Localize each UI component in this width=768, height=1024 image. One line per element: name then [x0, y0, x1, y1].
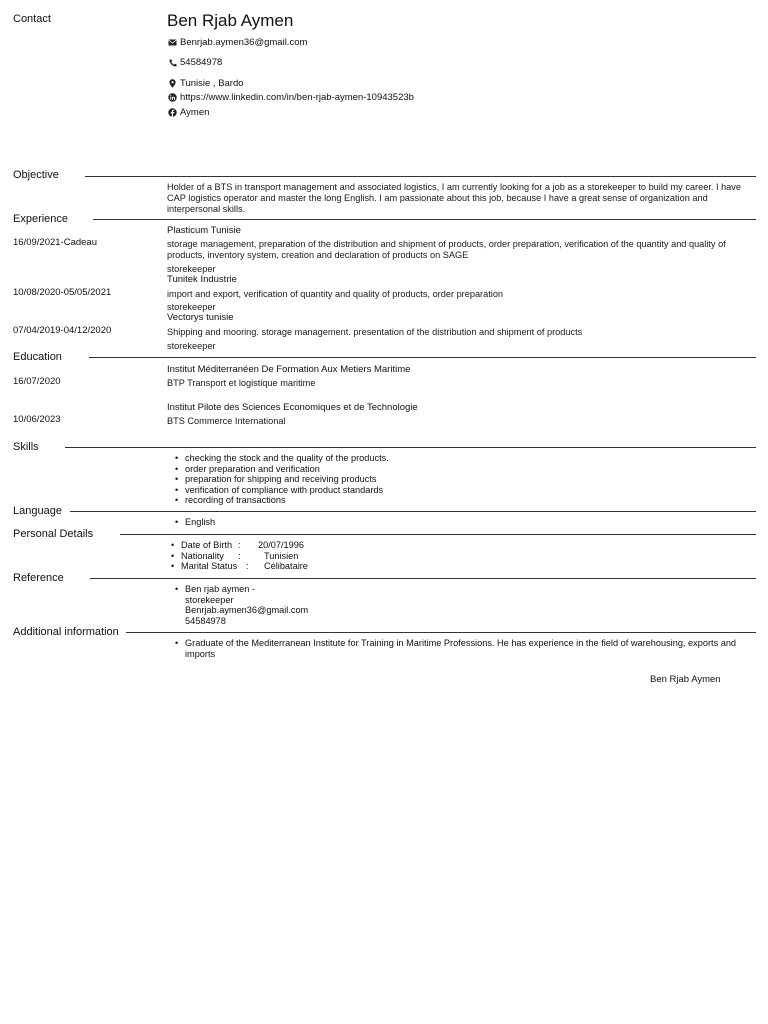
experience-company: Vectorys tunisie	[167, 312, 234, 323]
experience-role: storekeeper	[167, 302, 216, 312]
facebook-text[interactable]: Aymen	[180, 107, 210, 118]
language-item: • English	[173, 517, 215, 528]
email-text[interactable]: Benrjab.aymen36@gmail.com	[180, 37, 308, 48]
skill-item: • checking the stock and the quality of the products.	[173, 453, 389, 464]
skill-item: • order preparation and verification	[173, 464, 389, 475]
reference-item	[173, 584, 308, 626]
experience-description: Shipping and mooring. storage management. presentation of the distribution and shipment of products	[167, 327, 583, 337]
additional-info-item: • Graduate of the Mediterranean Institute for Training in Maritime Professions. He has experience in the field of warehousing, exports and imports	[173, 638, 753, 659]
experience-divider	[93, 219, 756, 220]
location-pin-icon	[168, 79, 177, 88]
experience-role: storekeeper	[167, 341, 216, 351]
personal-details-divider	[120, 534, 756, 535]
experience-date: 16/09/2021-Cadeau	[13, 237, 97, 248]
candidate-name: Ben Rjab Aymen	[167, 11, 294, 30]
experience-company: Tunitek Industrie	[167, 274, 237, 285]
objective-heading: Objective	[13, 169, 59, 181]
personal-detail-item: • Date of Birth : 20/07/1996	[169, 540, 308, 551]
email-line	[168, 37, 307, 48]
mail-icon	[168, 38, 177, 47]
phone-icon	[168, 58, 177, 67]
experience-date: 10/08/2020-05/05/2021	[13, 287, 112, 298]
education-divider	[89, 357, 756, 358]
signature-name: Ben Rjab Aymen	[650, 674, 721, 685]
reference-email[interactable]: Benrjab.aymen36@gmail.com	[185, 605, 309, 616]
experience-date: 07/04/2019-04/12/2020	[13, 325, 112, 336]
experience-description: import and export, verification of quantity and quality of products, order preparation	[167, 289, 504, 299]
facebook-icon	[168, 108, 177, 117]
personal-detail-item: • Nationality : Tunisien	[169, 551, 308, 562]
reference-name: • Ben rjab aymen -	[185, 584, 255, 594]
education-degree: BTP Transport et logistique maritime	[167, 378, 316, 388]
skill-item: • verification of compliance with product standards	[173, 485, 389, 496]
linkedin-link[interactable]: https://www.linkedin.com/in/ben-rjab-aymen-10943523b	[180, 92, 414, 103]
education-school: Institut Pilote des Sciences Economiques et de Technologie	[167, 402, 418, 413]
education-date: 16/07/2020	[13, 376, 61, 387]
linkedin-line	[168, 92, 414, 103]
contact-heading: Contact	[13, 13, 51, 25]
objective-divider	[85, 176, 756, 177]
education-date: 10/06/2023	[13, 414, 61, 425]
education-heading: Education	[13, 351, 62, 363]
reference-divider	[90, 578, 756, 579]
objective-text: Holder of a BTS in transport management and associated logistics, I am currently looking for a job as a storekeeper to build my career. I have CAP logistics operator and master the long English. I am passionate about this job, because I have a great sense of organization and interpersonal skills.	[167, 182, 741, 214]
skill-item: • recording of transactions	[173, 495, 389, 506]
experience-company: Plasticum Tunisie	[167, 225, 241, 236]
personal-detail-item: • Marital Status : Célibataire	[169, 561, 308, 572]
facebook-line	[168, 107, 209, 118]
phone-text[interactable]: 54584978	[180, 57, 223, 68]
skill-item: • preparation for shipping and receiving products	[173, 474, 389, 485]
skills-divider	[65, 447, 756, 448]
phone-line	[168, 57, 222, 68]
experience-role: storekeeper	[167, 264, 216, 274]
language-divider	[70, 511, 756, 512]
personal-details-list	[169, 540, 308, 572]
additional-info-heading: Additional information	[13, 626, 119, 638]
additional-info-divider	[126, 632, 756, 633]
education-degree: BTS Commerce International	[167, 416, 286, 426]
skills-heading: Skills	[13, 441, 39, 453]
reference-role: storekeeper	[185, 594, 234, 605]
language-heading: Language	[13, 505, 62, 517]
personal-details-heading: Personal Details	[13, 528, 94, 540]
education-school: Institut Méditerranéen De Formation Aux Metiers Maritime	[167, 364, 411, 375]
reference-list	[173, 584, 308, 626]
experience-heading: Experience	[13, 213, 69, 225]
reference-heading: Reference	[13, 572, 64, 584]
experience-description: storage management, preparation of the distribution and shipment of products, order preparation, verification of the quantity and quality of products, inventory system, creation and declaration of products on SAGE	[167, 239, 726, 260]
location-text: Tunisie , Bardo	[180, 78, 244, 89]
additional-info-list	[173, 638, 753, 659]
linkedin-icon	[168, 93, 177, 102]
location-line	[168, 78, 244, 89]
language-list	[173, 517, 215, 528]
skills-list	[173, 453, 389, 506]
reference-phone[interactable]: 54584978	[185, 615, 226, 626]
